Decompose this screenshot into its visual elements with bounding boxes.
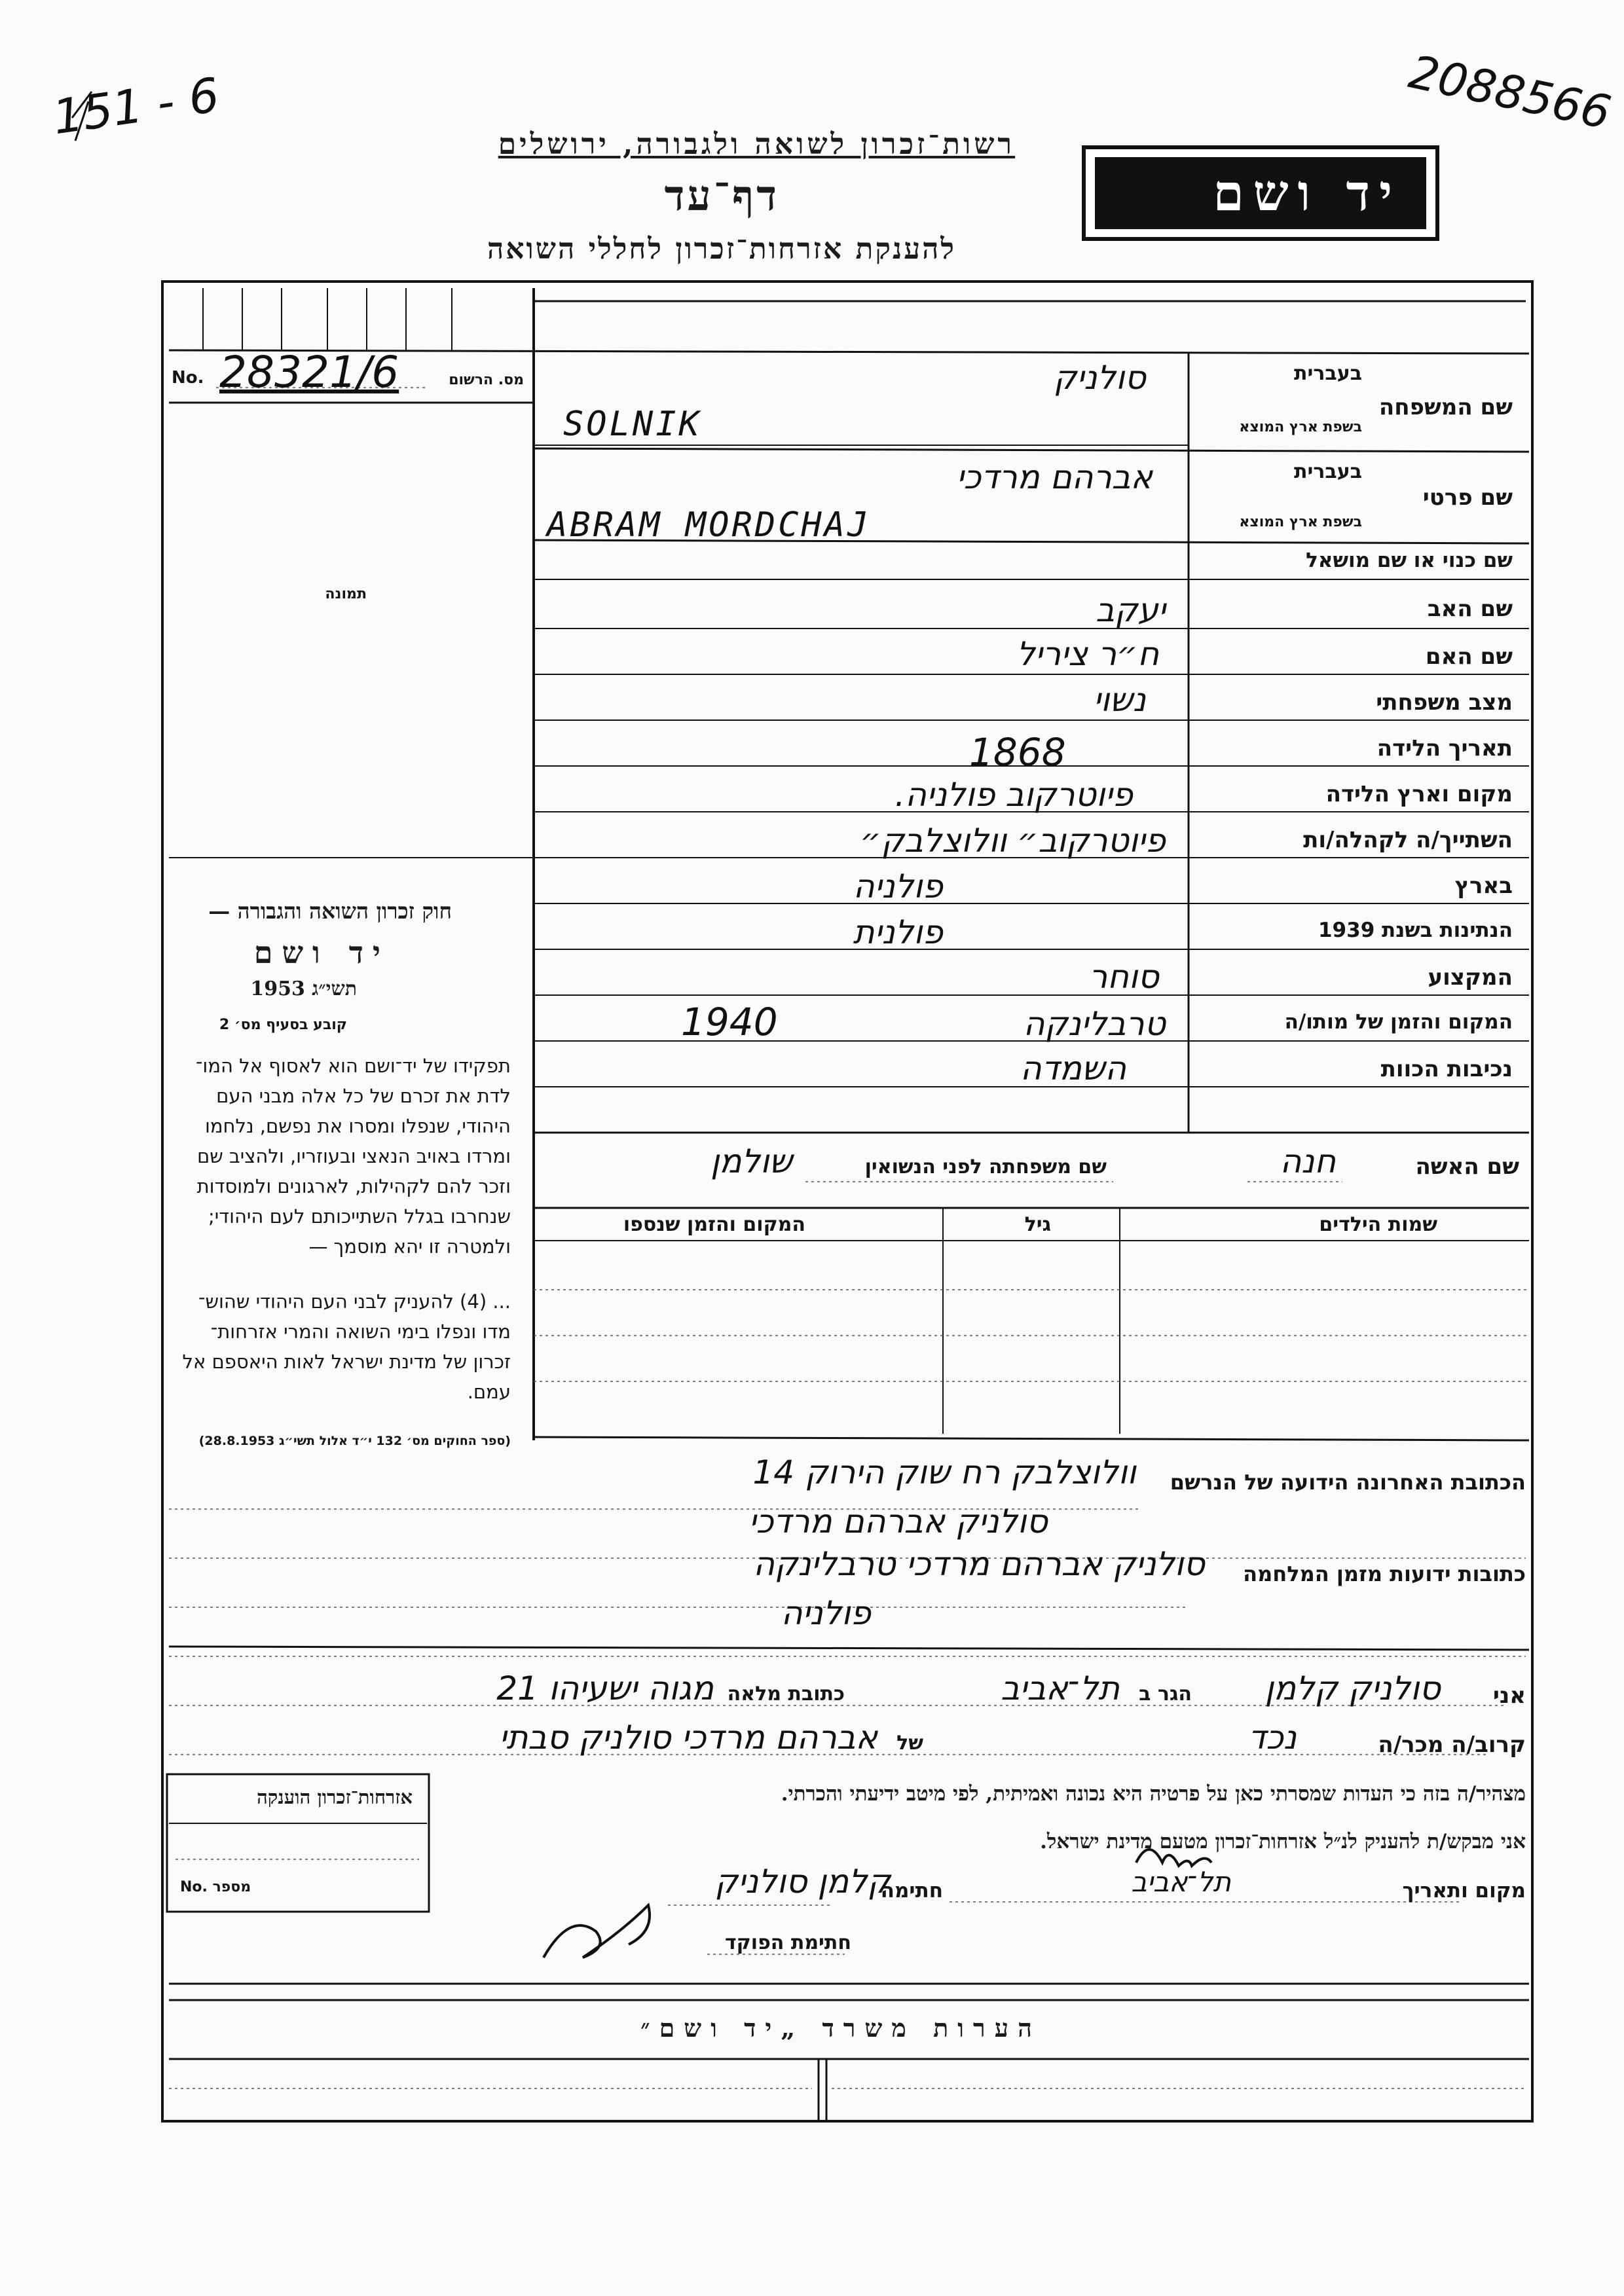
label-first-native: בשפת ארץ המוצא	[1239, 514, 1362, 530]
value-war-address: סולניק אברהם מרדכי טרבלינקה	[753, 1545, 1205, 1583]
declaration-2: אני מבקש/ת להעניק לנ״ל אזרחות־זכרון מטעם מדינת ישראל.	[1040, 1830, 1526, 1853]
label-country: בארץ	[1454, 873, 1513, 899]
value-citizenship: פולנית	[853, 913, 943, 951]
label-of: של	[896, 1732, 923, 1755]
label-officer-signature: חתימת הפוקד	[725, 1931, 851, 1954]
law-clause: קובע בסעיף מס׳ 2	[219, 1017, 347, 1033]
value-country: פולניה	[853, 867, 943, 905]
registration-number: 28321/6	[219, 347, 399, 397]
value-occupation: השמדה	[1020, 1049, 1126, 1087]
value-birth-date: 1868	[969, 730, 1066, 774]
value-declarant-name: סולניק קלמן	[1264, 1669, 1441, 1707]
children-header-place: המקום והזמן שנספו	[623, 1213, 805, 1236]
value-wife: חנה	[1280, 1142, 1336, 1180]
label-death: המקום והזמן של מותו/ה	[1284, 1010, 1513, 1034]
law-text-2: ... (4) להעניק לבני העם היהודי שהוש־ מדו ונפלו בימי השואה והמרי אזרחות־ זכרון של מדינת ישראל לאות היאספם אל עמם.	[182, 1290, 511, 1403]
label-father: שם האב	[1427, 596, 1513, 622]
value-war-address-2: פולניה	[781, 1594, 871, 1632]
value-last-address-2: סולניק אברהם מרדכי	[748, 1503, 1048, 1540]
photo-label: תמונה	[325, 586, 367, 602]
value-profession: סוחר	[1089, 958, 1159, 996]
value-father: יעקב	[1096, 591, 1166, 629]
value-city: תל־אביב	[1001, 1669, 1120, 1707]
registration-label: מס. הרשום	[449, 372, 524, 388]
registration-no-label: No.	[172, 368, 204, 388]
children-header-age: גיל	[1024, 1213, 1051, 1236]
label-nickname: שם כנוי או שם מושאל	[1306, 549, 1513, 572]
label-first-name: שם פרטי	[1422, 484, 1513, 511]
value-community: פיוטרקוב״ וולוצלבק״	[860, 822, 1166, 860]
law-text-1: תפקידו של יד־ושם הוא לאסוף אל המו־ לדת את זכרם של כל אלה מבני העם היהודי, שנפלו ומסרו את נפשם, נלחמו ומרדו באויב הנאצי ובעוזריו, ולהציב שם וזכר להם לקהילות, לארגונים ולמוסדות שנחרבו בגלל השתייכותם לעם היהודי; ולמטרה זו יהא מוסמך —	[195, 1055, 511, 1258]
label-relation: קרוב/ה מכר/ה	[1378, 1732, 1526, 1758]
label-citizenship: הנתינות בשנת 1939	[1318, 919, 1513, 942]
value-death-year: 1940	[681, 1000, 778, 1044]
value-first-name-latin: ABRAM MORDCHAJ	[547, 505, 871, 545]
value-mother: ח״ר ציריל	[1016, 635, 1159, 673]
label-place-date: מקום ותאריך	[1402, 1879, 1526, 1903]
corner-note-left: 151 - 6	[49, 67, 223, 145]
label-profession: המקצוע	[1428, 964, 1513, 991]
law-name: יד ושם	[253, 935, 390, 970]
label-family-native: בשפת ארץ המוצא	[1239, 419, 1362, 435]
citizenship-box-no: No. מספר	[180, 1879, 251, 1895]
value-place-date: תל־אביב	[1131, 1866, 1231, 1898]
law-year: תשי״ג 1953	[250, 977, 357, 1000]
value-death-place: טרבלינקה	[1023, 1005, 1166, 1043]
law-source: (ספר החוקים מס׳ 132 י״ד אלול תשי״ג 28.8.1953)	[198, 1434, 511, 1448]
value-family-name-latin: SOLNIK	[563, 405, 702, 444]
label-first-hebrew: בעברית	[1294, 460, 1362, 483]
value-of: אברהם מרדכי סולניק סבתי	[499, 1719, 877, 1757]
yad-vashem-logo: יד ושם	[1213, 164, 1401, 222]
value-last-address: וולוצלבק רח שוק הירוק 14	[752, 1453, 1136, 1491]
label-community: השתייך/ה לקהלה/ות	[1303, 827, 1513, 853]
value-address: מגוה ישעיהו 21	[496, 1669, 714, 1707]
value-maiden: שולמן	[710, 1142, 792, 1180]
label-mother: שם האם	[1425, 644, 1513, 670]
label-marital: מצב משפחתי	[1376, 689, 1513, 716]
value-signature: קלמן סולניק	[714, 1863, 891, 1901]
label-signature: חתימה	[880, 1879, 943, 1903]
label-living: הגר ב	[1139, 1683, 1192, 1705]
corner-note-right: 2088566	[1404, 45, 1615, 140]
label-i: אני	[1492, 1683, 1526, 1709]
label-family-name: שם המשפחה	[1378, 394, 1513, 420]
label-wife: שם האשה	[1415, 1154, 1519, 1180]
authority-name: רשות־זכרון לשואה ולגבורה, ירושלים	[498, 128, 1015, 161]
office-notes-title: הערות משרד „יד ושם״	[640, 2013, 1041, 2043]
label-birth-date: תאריך הלידה	[1376, 735, 1513, 761]
label-family-hebrew: בעברית	[1294, 362, 1362, 385]
declaration-1: מצהיר/ה בזה כי העדות שמסרתי כאן על פרטיה היא נכונה ואמיתית, לפי מיטב ידיעתי והכרתי.	[781, 1782, 1526, 1806]
value-marital: נשוי	[1093, 681, 1146, 719]
value-family-name-he: סולניק	[1053, 359, 1146, 397]
value-first-name-he: אברהם מרדכי	[956, 458, 1153, 496]
children-header-names: שמות הילדים	[1319, 1213, 1437, 1236]
law-title: חוק זכרון השואה והגבורה —	[208, 898, 452, 924]
label-birth-place: מקום וארץ הלידה	[1325, 781, 1513, 807]
value-birth-place: פיוטרקוב פולניה.	[895, 776, 1133, 814]
form-subtitle: להענקת אזרחות־זכרון לחללי השואה	[487, 232, 956, 266]
citizenship-box-title: אזרחות־זכרון הוענקה	[257, 1786, 413, 1808]
label-war-address: כתובות ידועות מזמן המלחמה	[1243, 1561, 1526, 1586]
label-last-address: הכתובת האחרונה הידועה של הנרשם	[1170, 1470, 1526, 1495]
form-title: דף־עד	[664, 172, 779, 221]
label-maiden: שם משפחתה לפני הנשואין	[864, 1156, 1107, 1178]
value-relation: נכד	[1248, 1719, 1297, 1757]
label-occupation: נכיבות הכוות	[1380, 1056, 1513, 1082]
label-full-address: כתובת מלאה	[727, 1683, 845, 1705]
